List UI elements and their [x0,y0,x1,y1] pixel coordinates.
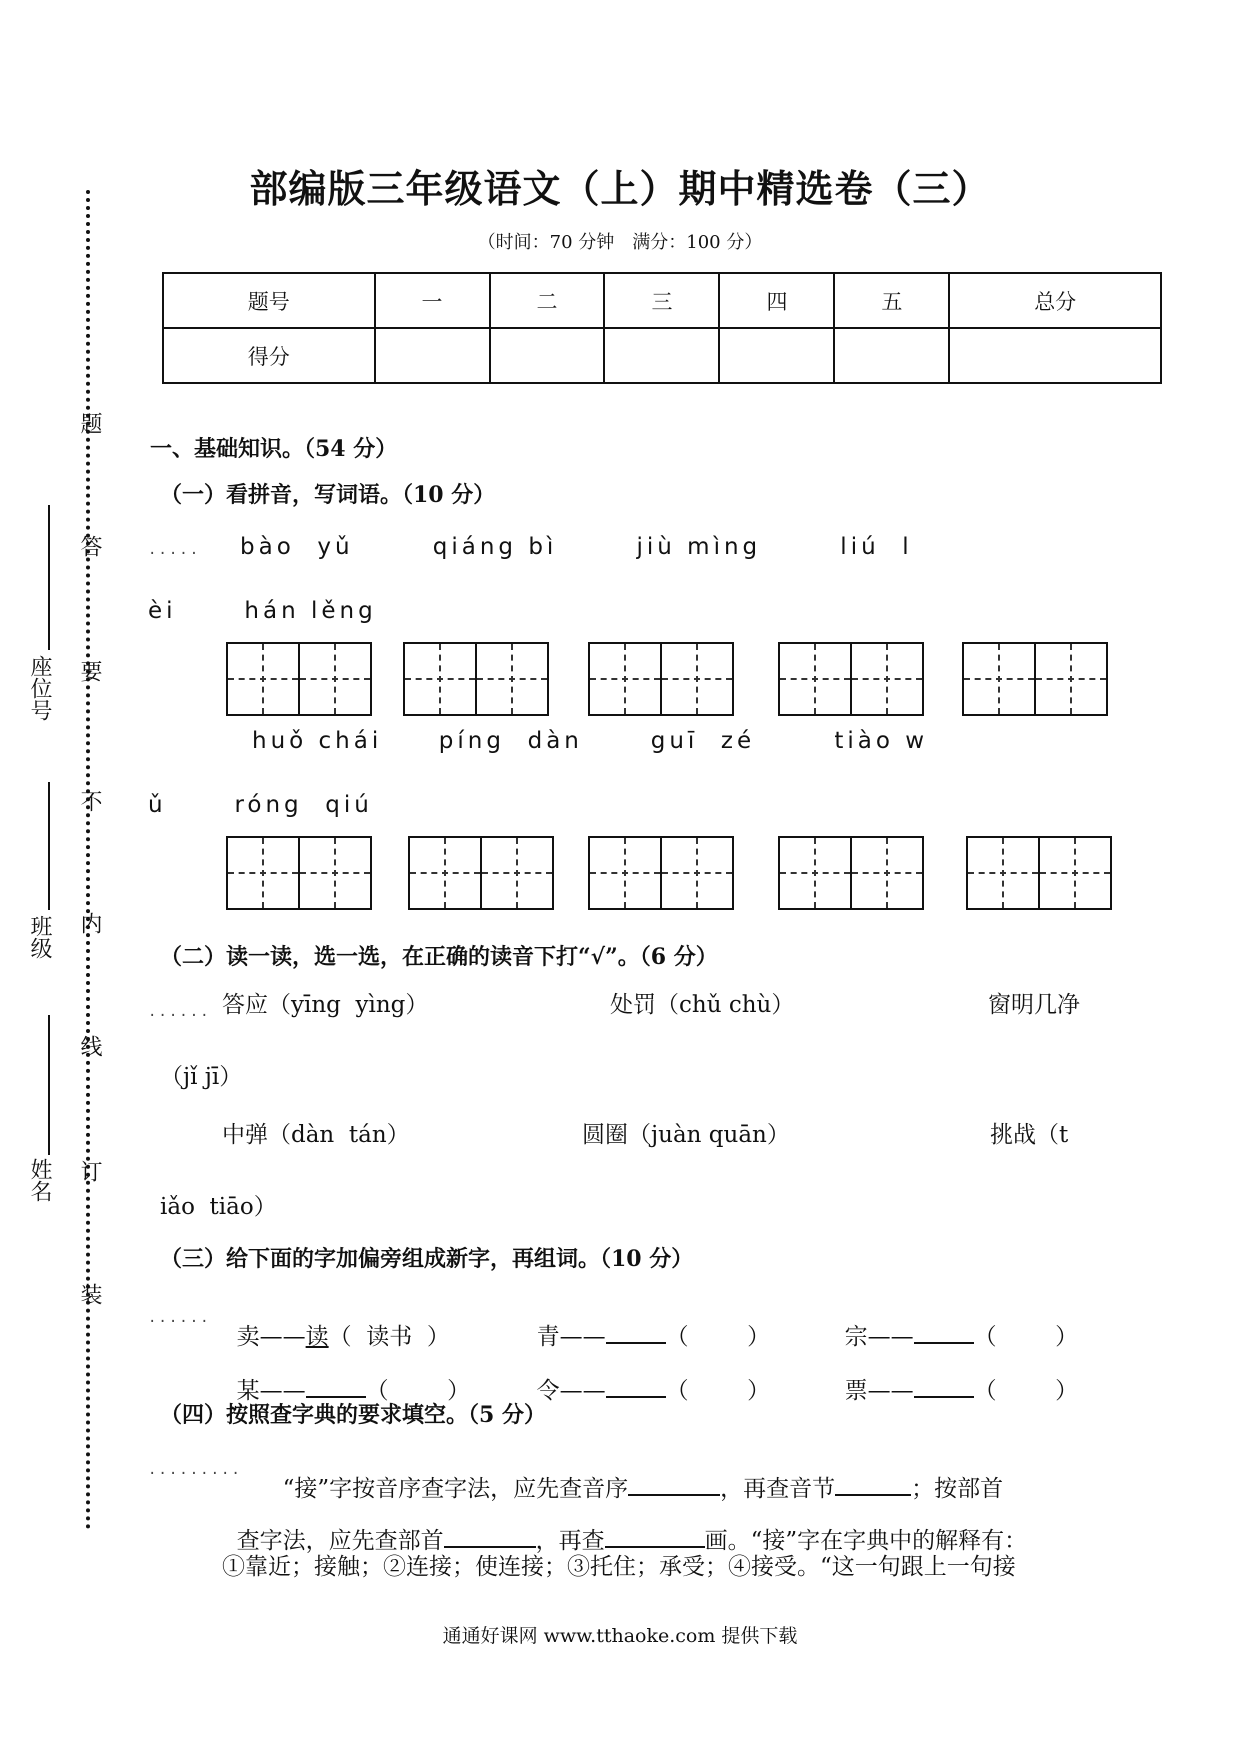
answer-box[interactable] [588,836,734,910]
table-cell: 五 [834,273,949,328]
text-segment: 画。“接”字在字典中的解释有： [704,1528,1028,1554]
text-segment: ，再查 [535,1528,605,1554]
reading-item[interactable]: （jǐ jī） [160,1064,243,1090]
word-blank[interactable]: （ ） [665,1324,771,1350]
margin-char: 不 [77,790,102,812]
base-char: 某—— [236,1378,306,1404]
reading-item[interactable]: 答应（yīng yìng） [222,992,429,1018]
margin-char: 要 [77,660,102,682]
part-heading: （三）给下面的字加偏旁组成新字，再组词。（10 分） [160,1246,694,1272]
footer-text: 通通好课网 www.tthaoke.com 提供下载 [442,1625,798,1647]
answer-box[interactable] [226,836,372,910]
radical-item [222,1346,470,1405]
leader-dots: ...... [148,1310,211,1326]
pinyin-line: huǒ chái píng dàn guī zé tiào w [252,728,929,754]
class-label: 班级 [27,915,52,959]
base-char: 令—— [536,1378,606,1404]
dictionary-line: ①靠近；接触；②连接；使连接；③托住；承受；④接受。“这一句跟上一句接 [222,1554,1016,1580]
dictionary-line [268,1444,1003,1503]
table-cell: 三 [604,273,719,328]
char-blank[interactable] [914,1374,974,1398]
text-segment: ，再查音节 [720,1476,836,1502]
binding-dotted-line [86,190,90,1530]
text-segment: ；按部首 [911,1476,1004,1502]
pinyin-line: ǔ róng qiú [148,792,373,818]
page-title: 部编版三年级语文（上）期中精选卷（三） [249,166,991,211]
example-answer: 读 [305,1324,329,1350]
char-blank[interactable] [914,1320,974,1344]
base-char: 票—— [844,1378,914,1404]
margin-char: 题 [77,412,102,434]
name-line [48,1015,50,1155]
radical-item [522,1292,770,1351]
section-heading: 一、基础知识。（54 分） [150,436,398,462]
base-char: 青—— [536,1324,606,1350]
answer-box[interactable] [408,836,554,910]
pinyin-line: bào yǔ qiáng bì jiù mìng liú l [240,534,913,560]
radical-item [222,1292,450,1351]
part-heading: （一）看拼音，写词语。（10 分） [160,482,496,508]
char-blank[interactable] [306,1374,366,1398]
answer-box[interactable] [588,642,734,716]
reading-item[interactable]: 处罚（chǔ chù） [610,992,795,1018]
answer-box[interactable] [962,642,1108,716]
score-input-cell[interactable] [375,328,490,383]
score-input-cell[interactable] [490,328,605,383]
part-heading: （四）按照查字典的要求填空。（5 分） [160,1402,546,1428]
reading-item[interactable]: 圆圈（juàn quān） [582,1122,790,1148]
pinyin-line: èi hán lěng [148,598,377,624]
radical-item [830,1292,1078,1351]
word-blank[interactable]: （ ） [973,1324,1079,1350]
seat-number-label: 座位号 [27,655,52,721]
word-blank[interactable]: （ ） [973,1378,1079,1404]
score-input-cell[interactable] [834,328,949,383]
margin-char: 答 [77,535,102,557]
margin-char: 内 [77,912,102,934]
leader-dots: ......... [148,1462,242,1478]
answer-box[interactable] [966,836,1112,910]
char-blank[interactable] [606,1320,666,1344]
text-segment: “接”字按音序查字法，应先查音序 [282,1476,629,1502]
answer-box[interactable] [403,642,549,716]
seat-number-line [48,505,50,650]
margin-char: 装 [77,1283,102,1305]
score-input-cell[interactable] [719,328,834,383]
margin-char: 订 [77,1160,102,1182]
dictionary-line [222,1496,1027,1555]
fill-blank[interactable] [628,1472,720,1496]
table-cell: 得分 [163,328,375,383]
example-word: （ 读书 ） [328,1324,450,1350]
word-blank[interactable]: （ ） [665,1378,771,1404]
leader-dots: ...... [148,1004,211,1020]
table-cell: 题号 [163,273,375,328]
table-cell: 总分 [949,273,1161,328]
exam-info: （时间：70 分钟 满分：100 分） [477,232,763,253]
score-input-cell[interactable] [949,328,1161,383]
table-row [163,328,1161,383]
reading-item: 窗明几净 [988,992,1080,1018]
char-blank[interactable] [606,1374,666,1398]
answer-box[interactable] [226,642,372,716]
part-heading: （二）读一读，选一选，在正确的读音下打“√”。（6 分） [160,944,718,970]
radical-item [830,1346,1078,1405]
word-blank[interactable]: （ ） [365,1378,471,1404]
score-input-cell[interactable] [604,328,719,383]
name-label: 姓名 [27,1158,52,1202]
reading-item[interactable]: 中弹（dàn tán） [222,1122,410,1148]
table-cell: 一 [375,273,490,328]
table-cell: 二 [490,273,605,328]
fill-blank[interactable] [444,1524,536,1548]
reading-item[interactable]: iǎo tiāo） [160,1194,277,1220]
score-table [162,272,1162,384]
fill-blank[interactable] [835,1472,911,1496]
margin-char: 线 [77,1035,102,1057]
table-cell: 四 [719,273,834,328]
fill-blank[interactable] [605,1524,705,1548]
table-row [163,273,1161,328]
text-segment: 查字法，应先查部首 [236,1528,444,1554]
base-char: 宗—— [844,1324,914,1350]
answer-box[interactable] [778,836,924,910]
answer-box[interactable] [778,642,924,716]
class-line [48,782,50,910]
reading-item: 挑战（t [990,1122,1069,1148]
base-char: 卖—— [236,1324,306,1350]
radical-item [522,1346,770,1405]
leader-dots: ..... [148,542,201,558]
